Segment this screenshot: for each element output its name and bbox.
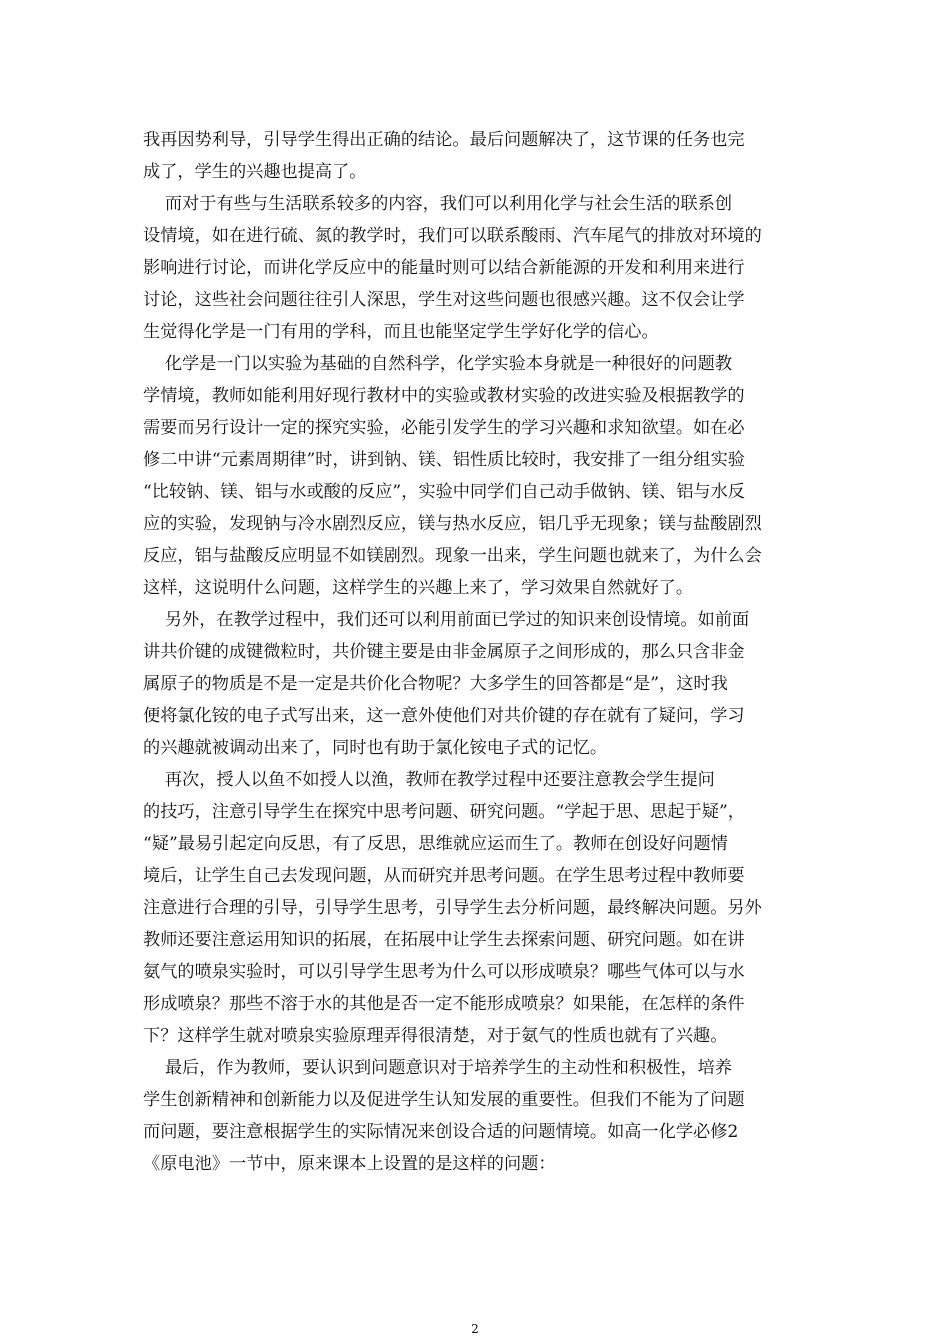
text-line: 学生创新精神和创新能力以及促进学生认知发展的重要性。但我们不能为了问题 [143,1090,745,1110]
text-line: 我再因势利导，引导学生得出正确的结论。最后问题解决了，这节课的任务也完 [143,130,745,150]
text-line: 需要而另行设计一定的探究实验，必能引发学生的学习兴趣和求知欲望。如在必 [143,418,745,438]
text-line: 注意进行合理的引导，引导学生思考，引导学生去分析问题，最终解决问题。另外 [143,898,762,918]
text-line: 应的实验，发现钠与冷水剧烈反应，镁与热水反应，铝几乎无现象；镁与盐酸剧烈 [143,514,762,534]
text-line: 设情境，如在进行硫、氮的教学时，我们可以联系酸雨、汽车尾气的排放对环境的 [143,226,762,246]
page-number: 2 [471,1322,479,1336]
text-line: 这样，这说明什么问题，这样学生的兴趣上来了，学习效果自然就好了。 [143,578,694,598]
text-line: 学情境，教师如能利用好现行教材中的实验或教材实验的改进实验及根据教学的 [143,386,745,406]
text-line: 修二中讲“元素周期律”时，讲到钠、镁、铝性质比较时，我安排了一组分组实验 [143,450,745,470]
text-line: 另外，在教学过程中，我们还可以利用前面已学过的知识来创设情境。如前面 [143,610,750,630]
text-line: 便将氯化铵的电子式写出来，这一意外使他们对共价键的存在就有了疑问，学习 [143,706,745,726]
text-line: 再次，授人以鱼不如授人以渔，教师在教学过程中还要注意教会学生提问 [143,770,715,790]
text-line: 而问题，要注意根据学生的实际情况来创设合适的问题情境。如高一化学必修2 [143,1122,739,1142]
text-line: “比较钠、镁、铝与水或酸的反应”，实验中同学们自己动手做钠、镁、铝与水反 [143,482,745,502]
text-line: 下？这样学生就对喷泉实验原理弄得很清楚，对于氨气的性质也就有了兴趣。 [143,1026,728,1046]
text-line: 属原子的物质是不是一定是共价化合物呢？大多学生的回答都是“是”，这时我 [143,674,728,694]
text-line: 的兴趣就被调动出来了，同时也有助于氯化铵电子式的记忆。 [143,738,608,758]
text-line: 成了，学生的兴趣也提高了。 [143,162,367,182]
text-line: 反应，铝与盐酸反应明显不如镁剧烈。现象一出来，学生问题也就来了，为什么会 [143,546,762,566]
text-line: “疑”最易引起定向反思，有了反思，思维就应运而生了。教师在创设好问题情 [143,834,728,854]
text-line: 化学是一门以实验为基础的自然科学，化学实验本身就是一种很好的问题教 [143,354,733,374]
text-line: 讲共价键的成键微粒时，共价键主要是由非金属原子之间形成的，那么只含非金 [143,642,745,662]
text-line: 的技巧，注意引导学生在探究中思考问题、研究问题。“学起于思、思起于疑”， [143,802,745,822]
text-line: 氨气的喷泉实验时，可以引导学生思考为什么可以形成喷泉？哪些气体可以与水 [143,962,745,982]
text-line: 最后，作为教师，要认识到问题意识对于培养学生的主动性和积极性，培养 [143,1058,733,1078]
text-line: 境后，让学生自己去发现问题，从而研究并思考问题。在学生思考过程中教师要 [143,866,745,886]
text-line: 教师还要注意运用知识的拓展，在拓展中让学生去探索问题、研究问题。如在讲 [143,930,745,950]
text-line: 生觉得化学是一门有用的学科，而且也能坚定学生学好化学的信心。 [143,322,659,342]
text-line: 《原电池》一节中，原来课本上设置的是这样的问题： [143,1154,556,1174]
text-line: 形成喷泉？那些不溶于水的其他是否一定不能形成喷泉？如果能，在怎样的条件 [143,994,745,1014]
text-line: 讨论，这些社会问题往往引人深思，学生对这些问题也很感兴趣。这不仅会让学 [143,290,745,310]
text-line: 而对于有些与生活联系较多的内容，我们可以利用化学与社会生活的联系创 [143,194,733,214]
text-line: 影响进行讨论，而讲化学反应中的能量时则可以结合新能源的开发和利用来进行 [143,258,745,278]
